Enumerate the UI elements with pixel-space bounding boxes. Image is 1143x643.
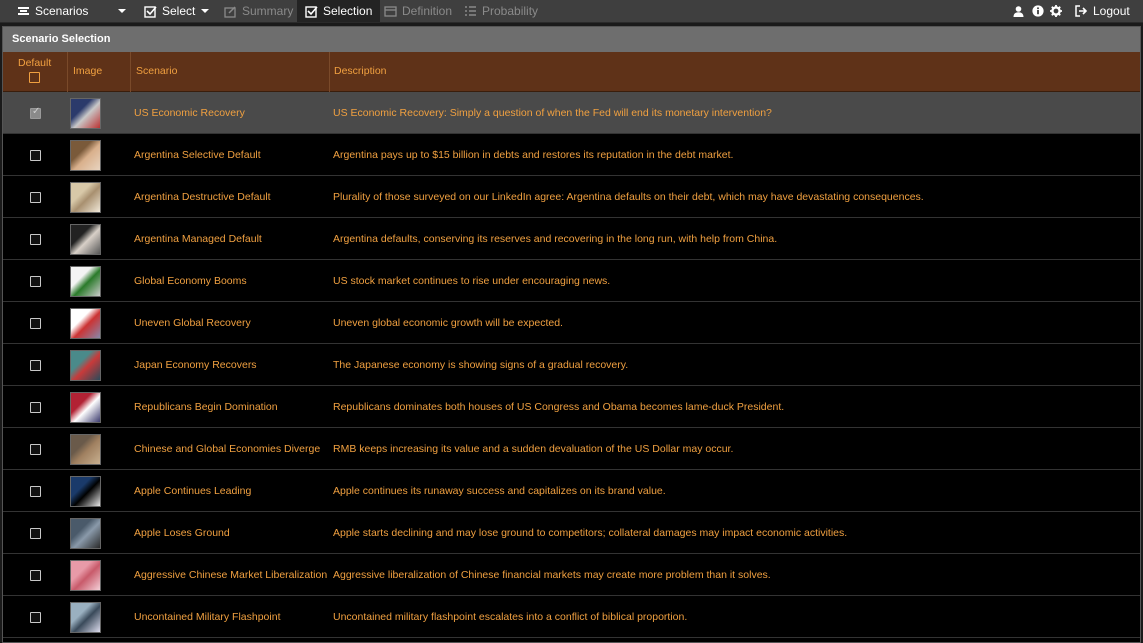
scenario-selection-panel — [2, 26, 1141, 643]
header-image-label: Image — [73, 65, 103, 77]
scenario-name[interactable]: US Economic Recovery — [134, 107, 245, 119]
image-cell — [70, 134, 131, 176]
scenario-name[interactable]: Apple Loses Ground — [134, 527, 230, 539]
image-cell — [70, 554, 131, 596]
table-row[interactable] — [3, 302, 1140, 344]
default-checkbox[interactable] — [30, 612, 41, 623]
default-cell — [3, 218, 68, 260]
scenarios-icon — [17, 5, 30, 18]
table-row[interactable] — [3, 512, 1140, 554]
table-row[interactable] — [3, 428, 1140, 470]
default-checkbox[interactable] — [30, 108, 41, 119]
scenario-thumbnail[interactable] — [70, 308, 101, 339]
chevron-down-icon — [118, 9, 126, 13]
logout-icon — [1075, 5, 1088, 18]
definition-label: Definition — [402, 4, 453, 18]
scenarios-label: Scenarios — [35, 4, 89, 18]
scenario-name[interactable]: Apple Continues Leading — [134, 485, 252, 497]
default-checkbox[interactable] — [30, 276, 41, 287]
header-image — [68, 52, 131, 92]
list-icon — [464, 5, 477, 18]
panel-title: Scenario Selection — [3, 27, 1140, 52]
scenario-table-body — [3, 92, 1140, 638]
check-square-icon — [144, 5, 157, 18]
summary-tab[interactable] — [224, 0, 293, 22]
logout-label: Logout — [1093, 4, 1130, 18]
image-cell — [70, 344, 131, 386]
default-checkbox[interactable] — [30, 444, 41, 455]
scenario-thumbnail[interactable] — [70, 518, 101, 549]
image-cell — [70, 260, 131, 302]
default-cell — [3, 92, 68, 134]
scenario-description: Republicans dominates both houses of US Congress and Obama becomes lame-duck President. — [333, 401, 785, 413]
scenario-name[interactable]: Republicans Begin Domination — [134, 401, 278, 413]
scenario-thumbnail[interactable] — [70, 602, 101, 633]
scenario-description: Apple starts declining and may lose ground to competitors; collateral damages may impact economic activities. — [333, 527, 848, 539]
info-icon — [1032, 5, 1045, 18]
image-cell — [70, 470, 131, 512]
probability-label: Probability — [482, 4, 539, 18]
default-checkbox[interactable] — [30, 570, 41, 581]
info-button[interactable] — [1032, 0, 1045, 22]
scenario-thumbnail[interactable] — [70, 266, 101, 297]
selection-label: Selection — [323, 4, 373, 18]
summary-icon — [224, 5, 237, 18]
scenarios-dropdown-caret[interactable] — [118, 0, 126, 22]
scenario-description: Uncontained military flashpoint escalates into a conflict of biblical proportion. — [333, 611, 688, 623]
table-row[interactable] — [3, 176, 1140, 218]
scenario-name[interactable]: Argentina Selective Default — [134, 149, 261, 161]
image-cell — [70, 512, 131, 554]
default-checkbox[interactable] — [30, 486, 41, 497]
user-icon — [1013, 5, 1026, 18]
scenario-name[interactable]: Chinese and Global Economies Diverge — [134, 443, 321, 455]
scenario-thumbnail[interactable] — [70, 350, 101, 381]
table-row[interactable] — [3, 344, 1140, 386]
header-default — [3, 52, 68, 92]
scenario-thumbnail[interactable] — [70, 182, 101, 213]
scenario-thumbnail[interactable] — [70, 224, 101, 255]
header-scenario-label: Scenario — [136, 65, 178, 77]
image-cell — [70, 218, 131, 260]
table-row[interactable] — [3, 260, 1140, 302]
scenario-thumbnail[interactable] — [70, 476, 101, 507]
scenario-name[interactable]: Aggressive Chinese Market Liberalization — [134, 569, 328, 581]
scenario-name[interactable]: Argentina Destructive Default — [134, 191, 271, 203]
chevron-down-icon — [201, 9, 209, 13]
image-cell — [70, 302, 131, 344]
scenario-description: RMB keeps increasing its value and a sudden devaluation of the US Dollar may occur. — [333, 443, 734, 455]
image-cell — [70, 428, 131, 470]
table-row[interactable] — [3, 386, 1140, 428]
select-all-checkbox[interactable] — [29, 72, 40, 83]
user-button[interactable] — [1013, 0, 1026, 22]
table-row[interactable] — [3, 554, 1140, 596]
gear-icon — [1050, 5, 1063, 18]
default-checkbox[interactable] — [30, 402, 41, 413]
header-scenario[interactable] — [131, 52, 330, 92]
default-cell — [3, 176, 68, 218]
check-square-icon — [305, 5, 318, 18]
scenario-description: Plurality of those surveyed on our LinkedIn agree: Argentina defaults on their debt, which may have devastating consequences. — [333, 191, 924, 203]
scenario-name[interactable]: Japan Economy Recovers — [134, 359, 257, 371]
scenarios-menu[interactable] — [17, 0, 88, 22]
definition-icon — [384, 5, 397, 18]
scenario-description: The Japanese economy is showing signs of a gradual recovery. — [333, 359, 629, 371]
header-default-label: Default — [18, 57, 52, 69]
scenario-thumbnail[interactable] — [70, 140, 101, 171]
scenario-description: US stock market continues to rise under encouraging news. — [333, 275, 611, 287]
table-header — [3, 52, 1140, 92]
definition-tab[interactable] — [384, 0, 452, 22]
scenario-description: US Economic Recovery: Simply a question of when the Fed will end its monetary intervention? — [333, 107, 772, 119]
scenario-thumbnail[interactable] — [70, 560, 101, 591]
default-cell — [3, 302, 68, 344]
scenario-description: Aggressive liberalization of Chinese financial markets may create more problem than it solves. — [333, 569, 771, 581]
scenario-name[interactable]: Global Economy Booms — [134, 275, 247, 287]
default-cell — [3, 470, 68, 512]
scenario-thumbnail[interactable] — [70, 434, 101, 465]
header-description-label: Description — [334, 65, 387, 77]
image-cell — [70, 386, 131, 428]
scenario-description: Argentina pays up to $15 billion in debts and restores its reputation in the debt market. — [333, 149, 734, 161]
default-checkbox[interactable] — [30, 528, 41, 539]
default-checkbox[interactable] — [30, 234, 41, 245]
summary-label: Summary — [242, 4, 294, 18]
scenario-thumbnail[interactable] — [70, 392, 101, 423]
probability-tab[interactable] — [464, 0, 538, 22]
default-cell — [3, 596, 68, 638]
scenario-name[interactable]: Argentina Managed Default — [134, 233, 262, 245]
image-cell — [70, 176, 131, 218]
default-checkbox[interactable] — [30, 318, 41, 329]
logout-button[interactable] — [1075, 0, 1130, 22]
scenario-name[interactable]: Uneven Global Recovery — [134, 317, 251, 329]
scenario-name[interactable]: Uncontained Military Flashpoint — [134, 611, 281, 623]
table-row[interactable] — [3, 92, 1140, 134]
default-cell — [3, 134, 68, 176]
top-nav-bar — [0, 0, 1143, 23]
image-cell — [70, 92, 131, 134]
default-checkbox[interactable] — [30, 360, 41, 371]
scenario-description: Argentina defaults, conserving its reserves and recovering in the long run, with help from China. — [333, 233, 778, 245]
default-checkbox[interactable] — [30, 192, 41, 203]
image-cell — [70, 596, 131, 638]
select-menu[interactable] — [144, 0, 209, 22]
default-checkbox[interactable] — [30, 150, 41, 161]
default-cell — [3, 386, 68, 428]
header-description[interactable] — [330, 52, 1140, 92]
default-cell — [3, 344, 68, 386]
table-row[interactable] — [3, 596, 1140, 638]
select-label: Select — [162, 4, 196, 18]
default-cell — [3, 260, 68, 302]
table-row[interactable] — [3, 134, 1140, 176]
scenario-description: Apple continues its runaway success and capitalizes on its brand value. — [333, 485, 666, 497]
scenario-description: Uneven global economic growth will be expected. — [333, 317, 563, 329]
settings-button[interactable] — [1050, 0, 1063, 22]
default-cell — [3, 554, 68, 596]
default-cell — [3, 428, 68, 470]
default-cell — [3, 512, 68, 554]
table-row[interactable] — [3, 470, 1140, 512]
scenario-thumbnail[interactable] — [70, 98, 101, 129]
selection-tab[interactable] — [297, 0, 380, 22]
table-row[interactable] — [3, 218, 1140, 260]
